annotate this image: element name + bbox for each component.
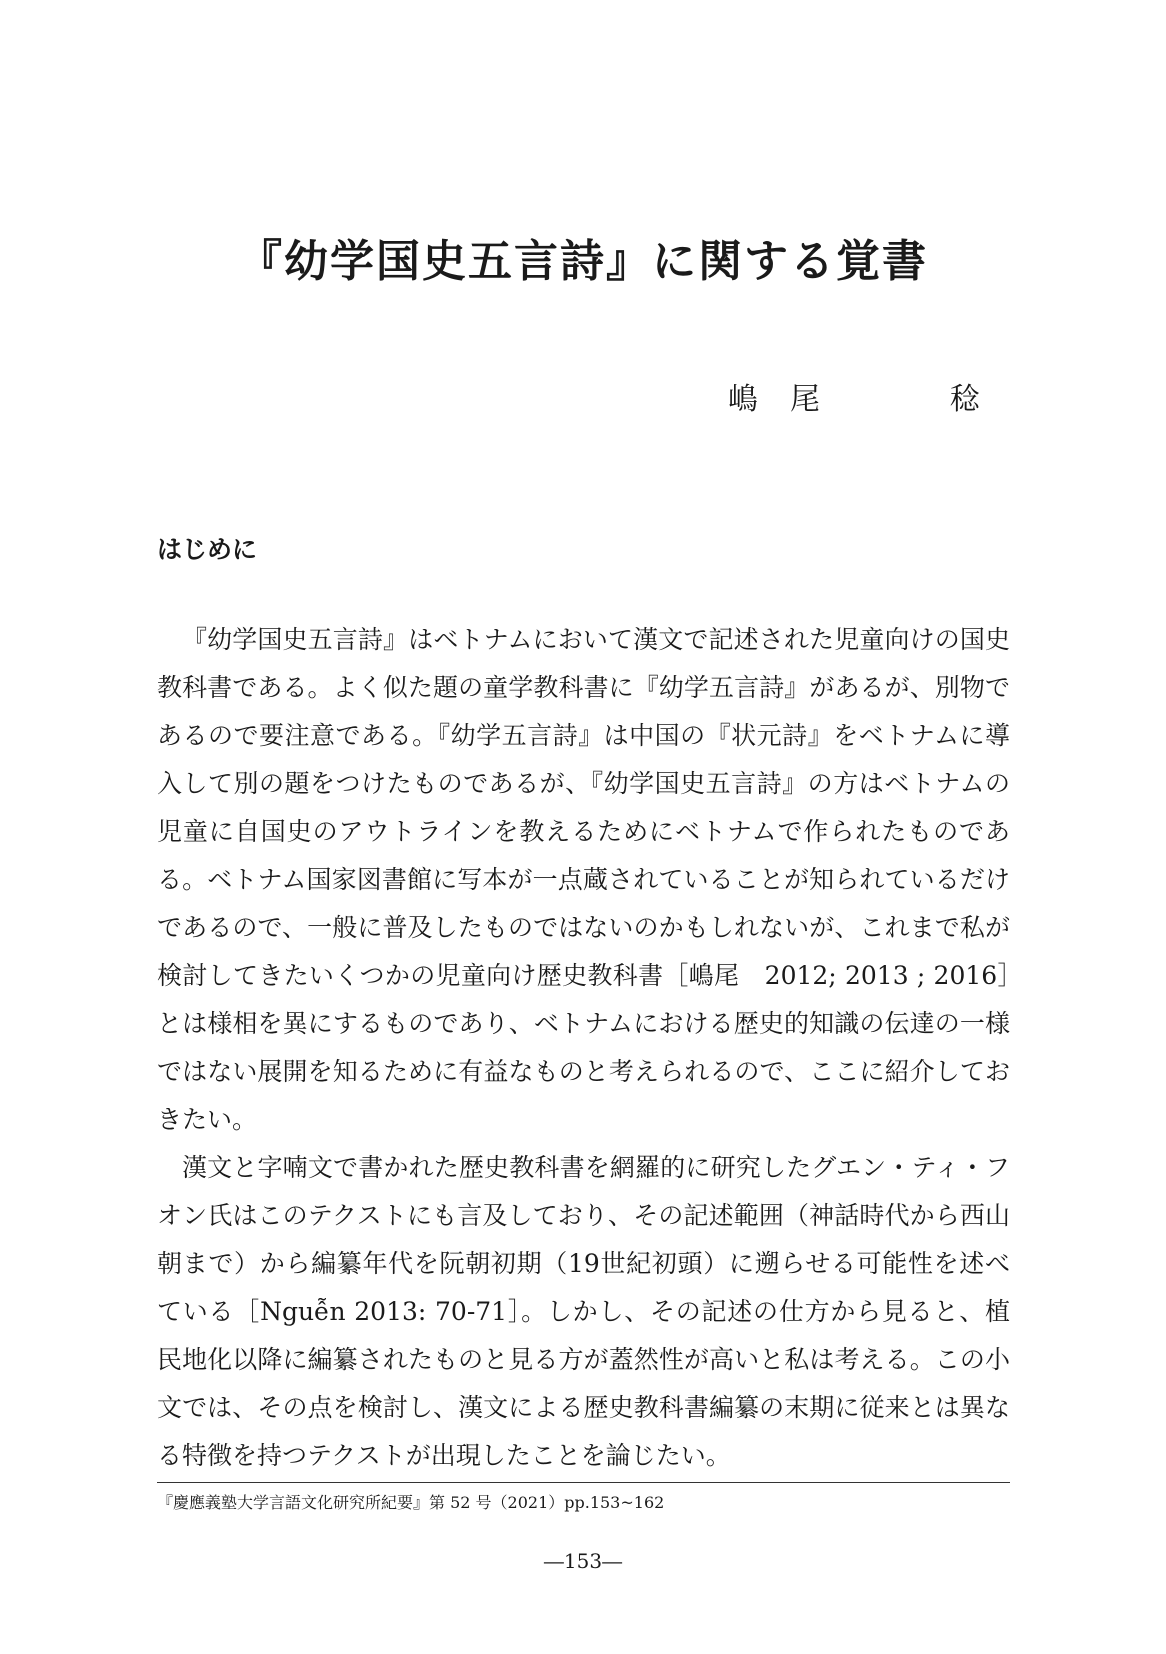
author-family-name-char-1: 嶋 — [728, 382, 758, 417]
author-given-name: 稔 — [950, 382, 980, 417]
author-name — [728, 378, 988, 422]
body-paragraph-1: 『幼学国史五言詩』はベトナムにおいて漢文で記述された児童向けの国史教科書である。よく似た題の童学教科書に『幼学五言詩』があるが、別物であるので要注意である。『幼学五言詩』は中国の『状元詩』をベトナムに導入して別の題をつけたものであるが、『幼学国史五言詩』の方はベトナムの児童に自国史のアウトラインを教えるためにベトナムで作られたものである。ベトナム国家図書館に写本が一点蔵されていることが知られているだけであるので、一般に普及したものではないのかもしれないが、これまで私が検討してきたいくつかの児童向け歴史教科書［嶋尾 2012; 2013 ; 2016］とは様相を異にするものであり、ベトナムにおける歴史的知識の伝達の一様ではない展開を知るために有益なものと考えられるので、ここに紹介しておきたい。 — [157, 625, 1010, 1134]
footnote-divider — [157, 1482, 1010, 1483]
body-text — [157, 616, 1010, 1480]
paper-title: 『幼学国史五言詩』に関する覚書 — [238, 236, 928, 287]
section-heading: はじめに — [157, 535, 258, 564]
author-family-name-char-2: 尾 — [790, 382, 820, 417]
body-paragraph-2: 漢文と字喃文で書かれた歴史教科書を網羅的に研究したグエン・ティ・フオン氏はこのテクストにも言及しており、その記述範囲（神話時代から西山朝まで）から編纂年代を阮朝初期（19世紀初頭）に遡らせる可能性を述べている［Nguễn 2013: 70-71］。しかし、その記述の仕方から見ると、植民地化以降に編纂されたものと見る方が蓋然性が高いと私は考える。この小文では、その点を検討し、漢文による歴史教科書編纂の末期に従来とは異なる特徴を持つテクストが出現したことを論じたい。 — [157, 1153, 1010, 1470]
journal-citation-footnote: 『慶應義塾大学言語文化研究所紀要』第 52 号（2021）pp.153~162 — [157, 1493, 665, 1512]
page-number: ―153― — [543, 1549, 623, 1573]
